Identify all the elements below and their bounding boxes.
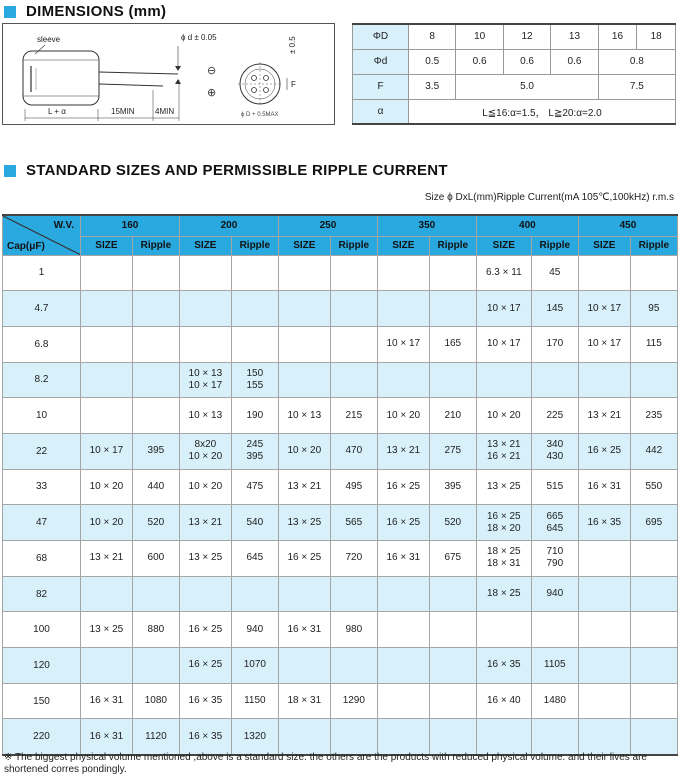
ripple-cell: 600	[132, 541, 179, 577]
size-cell	[377, 576, 429, 612]
ripple-cell	[330, 362, 377, 398]
size-cell	[179, 255, 231, 291]
size-cell	[377, 612, 429, 648]
ripple-cell: 470	[330, 433, 377, 469]
size-cell	[278, 576, 330, 612]
ripple-cell: 495	[330, 469, 377, 505]
size-cell	[377, 362, 429, 398]
ripple-cell: 1320	[231, 719, 278, 755]
ripple-cell	[132, 362, 179, 398]
size-cell	[278, 648, 330, 684]
table-cell: 5.0	[456, 74, 598, 99]
ripple-cell: 1290	[330, 683, 377, 719]
ripple-table	[2, 214, 678, 756]
size-cell: 10 × 17	[377, 326, 429, 362]
size-column-header: SIZE	[179, 236, 231, 255]
ripple-cell: 1070	[231, 648, 278, 684]
size-cell: 13 × 21	[578, 398, 630, 434]
size-cell: 16 × 35	[179, 683, 231, 719]
table-cell: 18	[637, 24, 676, 49]
table-row	[3, 398, 678, 434]
size-cell	[81, 291, 133, 327]
capacitance-cell: 22	[3, 433, 81, 469]
ripple-cell: 95	[630, 291, 677, 327]
size-cell: 16 × 31	[578, 469, 630, 505]
ripple-column-header: Ripple	[231, 236, 278, 255]
table-cell: 0.6	[503, 49, 550, 74]
ripple-cell	[231, 255, 278, 291]
table-cell: 0.5	[409, 49, 456, 74]
ripple-cell: 940	[231, 612, 278, 648]
capacitance-cell: 82	[3, 576, 81, 612]
ripple-column-header: Ripple	[132, 236, 179, 255]
ripple-column-header: Ripple	[330, 236, 377, 255]
ripple-cell	[630, 576, 677, 612]
size-cell: 13 × 25	[179, 541, 231, 577]
size-cell: 13 × 21 16 × 21	[476, 433, 531, 469]
table-row	[3, 469, 678, 505]
size-cell	[81, 648, 133, 684]
size-cell: 13 × 25	[278, 505, 330, 541]
size-cell: 10 × 17	[578, 291, 630, 327]
ripple-cell	[132, 291, 179, 327]
voltage-header: 350	[377, 215, 476, 236]
ripple-heading	[4, 162, 448, 179]
ripple-cell	[330, 291, 377, 327]
capacitance-cell: 120	[3, 648, 81, 684]
table-row	[353, 74, 676, 99]
section-marker-icon	[4, 165, 16, 177]
voltage-header-row	[3, 215, 678, 236]
table-row	[353, 49, 676, 74]
capacitance-cell: 1	[3, 255, 81, 291]
ripple-cell: 395	[429, 469, 476, 505]
ripple-cell: 190	[231, 398, 278, 434]
ripple-cell: 540	[231, 505, 278, 541]
size-cell: 16 × 31	[81, 719, 133, 755]
capacitance-axis-label: Cap(μF)	[7, 240, 45, 252]
ripple-cell: 695	[630, 505, 677, 541]
ripple-cell	[429, 719, 476, 755]
ripple-cell	[132, 326, 179, 362]
ripple-column-header: Ripple	[531, 236, 578, 255]
table-row	[353, 99, 676, 124]
size-cell	[476, 719, 531, 755]
size-cell	[578, 612, 630, 648]
size-cell: 13 × 21	[179, 505, 231, 541]
ripple-cell: 720	[330, 541, 377, 577]
size-cell	[278, 719, 330, 755]
corner-cell	[3, 215, 81, 255]
ripple-cell	[429, 683, 476, 719]
size-column-header: SIZE	[578, 236, 630, 255]
size-cell: 13 × 21	[278, 469, 330, 505]
ripple-cell	[330, 648, 377, 684]
ripple-cell: 245 395	[231, 433, 278, 469]
size-cell	[377, 291, 429, 327]
ripple-cell: 150 155	[231, 362, 278, 398]
size-cell: 10 × 20	[278, 433, 330, 469]
size-cell: 16 × 25 18 × 20	[476, 505, 531, 541]
table-row	[3, 362, 678, 398]
ripple-cell: 115	[630, 326, 677, 362]
ripple-cell: 210	[429, 398, 476, 434]
size-cell: 18 × 25	[476, 576, 531, 612]
table-cell: 7.5	[598, 74, 675, 99]
ripple-cell: 275	[429, 433, 476, 469]
ripple-cell: 215	[330, 398, 377, 434]
row-header: α	[353, 99, 409, 124]
lead-length-label: 15MIN	[111, 107, 135, 116]
size-cell	[578, 683, 630, 719]
size-cell	[377, 719, 429, 755]
ripple-cell	[630, 719, 677, 755]
size-cell: 18 × 31	[278, 683, 330, 719]
plus-sign-icon: ⊕	[207, 86, 217, 99]
capacitance-cell: 6.8	[3, 326, 81, 362]
ripple-cell: 45	[531, 255, 578, 291]
size-column-header: SIZE	[476, 236, 531, 255]
ripple-cell	[330, 576, 377, 612]
ripple-cell: 550	[630, 469, 677, 505]
ripple-cell	[132, 398, 179, 434]
size-cell	[476, 362, 531, 398]
size-cell: 10 × 13 10 × 17	[179, 362, 231, 398]
size-cell: 16 × 35	[476, 648, 531, 684]
ripple-cell: 145	[531, 291, 578, 327]
voltage-header: 250	[278, 215, 377, 236]
voltage-header: 200	[179, 215, 278, 236]
size-column-header: SIZE	[81, 236, 133, 255]
table-cell: 0.6	[551, 49, 598, 74]
size-cell: 16 × 25	[377, 505, 429, 541]
size-cell	[278, 362, 330, 398]
capacitance-cell: 4.7	[3, 291, 81, 327]
capacitance-cell: 100	[3, 612, 81, 648]
size-cell: 16 × 31	[81, 683, 133, 719]
size-cell	[81, 326, 133, 362]
size-cell: 6.3 × 11	[476, 255, 531, 291]
ripple-cell: 710 790	[531, 541, 578, 577]
size-cell	[179, 326, 231, 362]
ripple-cell	[231, 576, 278, 612]
ripple-cell: 675	[429, 541, 476, 577]
table-cell: 13	[551, 24, 598, 49]
size-cell	[578, 541, 630, 577]
size-cell	[476, 612, 531, 648]
size-cell: 13 × 21	[81, 541, 133, 577]
table-row	[3, 433, 678, 469]
dimensions-heading	[4, 3, 166, 20]
capacitance-cell: 10	[3, 398, 81, 434]
size-cell: 18 × 25 18 × 31	[476, 541, 531, 577]
size-cell: 10 × 17	[578, 326, 630, 362]
table-row	[353, 24, 676, 49]
table-row	[3, 683, 678, 719]
table-row	[3, 326, 678, 362]
table-cell: 16	[598, 24, 637, 49]
ripple-cell: 565	[330, 505, 377, 541]
row-header: F	[353, 74, 409, 99]
table-row	[3, 612, 678, 648]
ripple-cell	[630, 255, 677, 291]
size-cell: 16 × 25	[278, 541, 330, 577]
row-header: Φd	[353, 49, 409, 74]
table-row	[3, 255, 678, 291]
size-cell	[377, 683, 429, 719]
size-cell: 10 × 20	[476, 398, 531, 434]
ripple-cell	[630, 683, 677, 719]
ripple-cell	[330, 719, 377, 755]
table-row	[3, 291, 678, 327]
capacitor-drawing	[2, 23, 335, 125]
size-cell: 16 × 25	[179, 612, 231, 648]
table-row	[3, 719, 678, 755]
size-cell	[278, 255, 330, 291]
size-cell: 16 × 31	[377, 541, 429, 577]
ripple-cell	[429, 362, 476, 398]
size-cell	[578, 362, 630, 398]
voltage-axis-label: W.V.	[53, 220, 74, 231]
ripple-cell	[231, 291, 278, 327]
size-cell: 16 × 25	[578, 433, 630, 469]
pitch-label: F	[291, 80, 296, 89]
table-row	[3, 576, 678, 612]
size-cell	[377, 255, 429, 291]
ripple-cell	[231, 326, 278, 362]
ripple-cell	[531, 719, 578, 755]
size-cell	[278, 326, 330, 362]
minus-sign-icon: ⊖	[207, 64, 217, 77]
size-cell: 10 × 13	[278, 398, 330, 434]
size-cell	[81, 362, 133, 398]
table-row	[3, 541, 678, 577]
ripple-cell: 1080	[132, 683, 179, 719]
ripple-cell: 1120	[132, 719, 179, 755]
ripple-cell	[429, 648, 476, 684]
size-cell: 10 × 20	[81, 505, 133, 541]
size-cell: 13 × 25	[476, 469, 531, 505]
ripple-cell: 1480	[531, 683, 578, 719]
ripple-cell: 515	[531, 469, 578, 505]
dimensions-title: DIMENSIONS (mm)	[26, 3, 167, 20]
size-cell	[578, 648, 630, 684]
ripple-cell: 440	[132, 469, 179, 505]
ripple-cell	[630, 648, 677, 684]
dimension-table	[352, 23, 676, 125]
size-cell	[179, 291, 231, 327]
ripple-cell	[531, 362, 578, 398]
ripple-cell: 520	[132, 505, 179, 541]
ripple-cell	[132, 576, 179, 612]
ripple-cell: 170	[531, 326, 578, 362]
voltage-header: 160	[81, 215, 180, 236]
size-cell: 16 × 31	[278, 612, 330, 648]
size-cell	[578, 255, 630, 291]
section-marker-icon	[4, 6, 16, 18]
ripple-cell: 225	[531, 398, 578, 434]
size-cell: 16 × 40	[476, 683, 531, 719]
size-cell	[179, 576, 231, 612]
capacitance-cell: 68	[3, 541, 81, 577]
sleeve-label: sleeve	[37, 35, 61, 44]
ripple-cell: 1105	[531, 648, 578, 684]
table-cell: L≦16:α=1.5， L≧20:α=2.0	[409, 99, 676, 124]
table-cell: 0.8	[598, 49, 675, 74]
pitch-tolerance-label: ± 0.5	[288, 36, 297, 54]
ripple-cell: 235	[630, 398, 677, 434]
ripple-column-header: Ripple	[429, 236, 476, 255]
ripple-cell	[531, 612, 578, 648]
ripple-cell	[630, 612, 677, 648]
footnote: ※ The biggest physical volume mentioned ,above is a standard size. the others are the products with reduced physical volume. and their lives are shortened corres pondingly.	[4, 752, 647, 775]
voltage-header: 450	[578, 215, 677, 236]
size-cell: 16 × 35	[179, 719, 231, 755]
ripple-cell: 1150	[231, 683, 278, 719]
ripple-cell	[630, 362, 677, 398]
size-cell	[578, 719, 630, 755]
size-cell: 10 × 20	[81, 469, 133, 505]
ripple-cell: 165	[429, 326, 476, 362]
ripple-cell: 980	[330, 612, 377, 648]
size-cell: 10 × 20	[179, 469, 231, 505]
size-column-header: SIZE	[278, 236, 330, 255]
table-cell: 12	[503, 24, 550, 49]
size-cell	[81, 398, 133, 434]
size-cell: 16 × 25	[179, 648, 231, 684]
ripple-cell: 520	[429, 505, 476, 541]
capacitance-cell: 33	[3, 469, 81, 505]
capacitance-cell: 47	[3, 505, 81, 541]
size-cell: 10 × 13	[179, 398, 231, 434]
size-cell: 10 × 17	[81, 433, 133, 469]
ripple-cell: 442	[630, 433, 677, 469]
ripple-cell: 340 430	[531, 433, 578, 469]
table-cell: 10	[456, 24, 503, 49]
size-cell: 10 × 17	[476, 326, 531, 362]
ripple-cell: 880	[132, 612, 179, 648]
table-cell: 8	[409, 24, 456, 49]
ripple-cell: 475	[231, 469, 278, 505]
table-row	[3, 648, 678, 684]
ripple-cell: 395	[132, 433, 179, 469]
lead-diameter-label: ϕ d ± 0.05	[181, 33, 217, 42]
ripple-cell	[630, 541, 677, 577]
voltage-header: 400	[476, 215, 578, 236]
ripple-cell: 665 645	[531, 505, 578, 541]
ripple-cell	[429, 576, 476, 612]
capacitance-cell: 220	[3, 719, 81, 755]
size-cell: 10 × 20	[377, 398, 429, 434]
ripple-cell	[132, 648, 179, 684]
size-cell	[377, 648, 429, 684]
lead-trim-label: 4MIN	[155, 107, 175, 116]
length-label: L + α	[48, 107, 66, 116]
column-header-row	[3, 236, 678, 255]
table-row	[3, 505, 678, 541]
ripple-cell	[330, 255, 377, 291]
ripple-cell	[429, 612, 476, 648]
table-cell: 0.6	[456, 49, 503, 74]
size-cell: 13 × 25	[81, 612, 133, 648]
row-header: ΦD	[353, 24, 409, 49]
capacitance-cell: 150	[3, 683, 81, 719]
capacitance-cell: 8.2	[3, 362, 81, 398]
size-cell: 16 × 35	[578, 505, 630, 541]
body-diameter-label: ϕ D + 0.5MAX	[241, 112, 279, 118]
ripple-cell	[330, 326, 377, 362]
size-cell: 8x20 10 × 20	[179, 433, 231, 469]
ripple-cell: 940	[531, 576, 578, 612]
size-cell	[81, 255, 133, 291]
ripple-cell	[429, 255, 476, 291]
ripple-cell	[429, 291, 476, 327]
size-column-header: SIZE	[377, 236, 429, 255]
ripple-title: STANDARD SIZES AND PERMISSIBLE RIPPLE CURRENT	[26, 162, 448, 179]
ripple-cell: 645	[231, 541, 278, 577]
size-cell: 16 × 25	[377, 469, 429, 505]
size-cell: 13 × 21	[377, 433, 429, 469]
size-cell	[81, 576, 133, 612]
ripple-column-header: Ripple	[630, 236, 677, 255]
size-cell	[578, 576, 630, 612]
table-cell: 3.5	[409, 74, 456, 99]
units-note: Size ϕ DxL(mm)Ripple Current(mA 105℃,100kHz) r.m.s	[424, 192, 674, 203]
size-cell	[278, 291, 330, 327]
ripple-cell	[132, 255, 179, 291]
size-cell: 10 × 17	[476, 291, 531, 327]
